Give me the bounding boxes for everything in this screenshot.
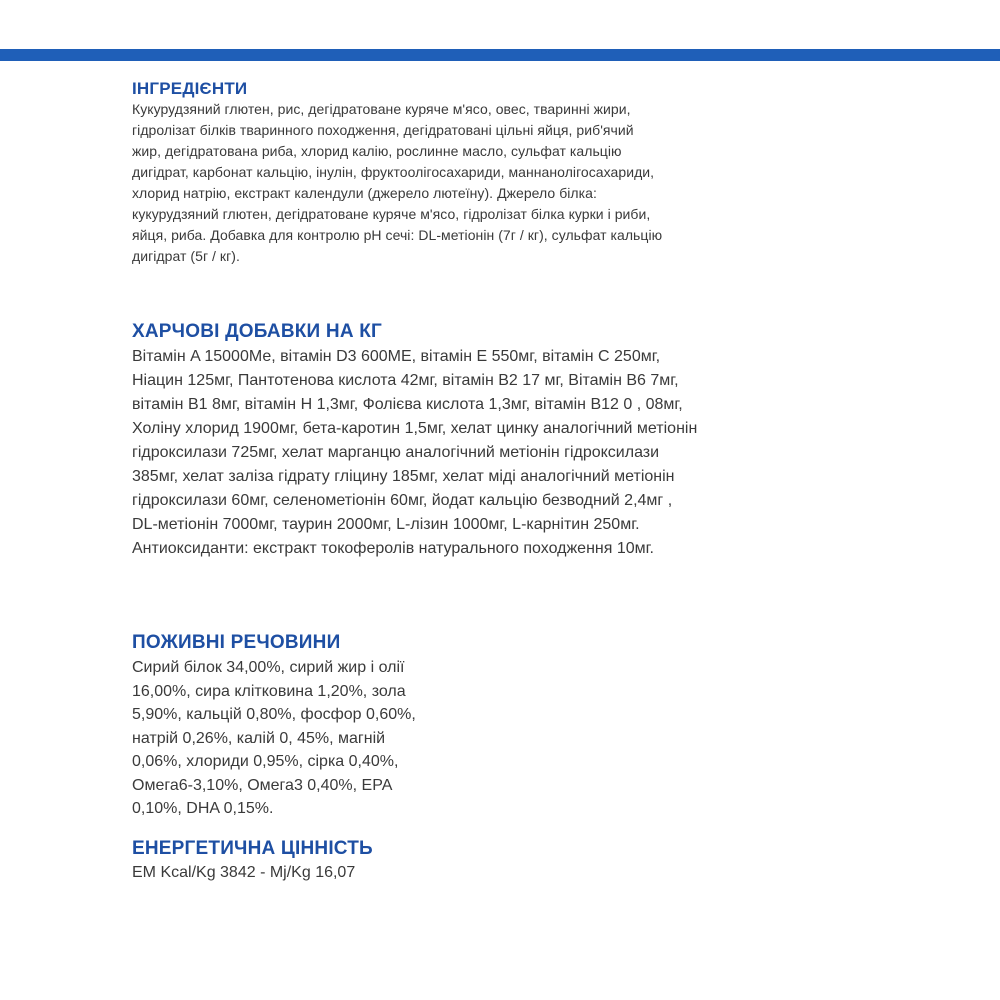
top-accent-bar: [0, 49, 1000, 61]
energy-section: [132, 837, 532, 885]
energy-heading: ЕНЕРГЕТИЧНА ЦІННІСТЬ: [132, 838, 373, 859]
ingredients-heading: ІНГРЕДІЄНТИ: [132, 79, 248, 98]
additives-text: Вітамін A 15000Ме, вітамін D3 600МЕ, вітамін E 550мг, вітамін C 250мг, Ніацин 125мг, Пантотенова кислота 42мг, вітамін B2 17 мг, Вітамін B6 7мг, вітамін B1 8мг, вітамін H 1,3мг, Фолієва кислота 1,3мг, вітамін B12 0 , 08мг, Холіну хлорид 1900мг, бета-каротин 1,5мг, хелат цинку аналогічний метіонін гідроксилази 725мг, хелат марганцю аналогічний метіонін гідроксилази 385мг, хелат заліза гідрату гліцину 185мг, хелат міді аналогічний метіонін гідроксилази 60мг, селенометіонін 60мг, йодат кальцію безводний 2,4мг , DL-метіонін 7000мг, таурин 2000мг, L-лізин 1000мг, L-карнітин 250мг. Антиоксиданти: екстракт токоферолів натурального походження 10мг.: [132, 348, 698, 557]
additives-section: [132, 320, 832, 561]
nutrients-heading: ПОЖИВНІ РЕЧОВИНИ: [132, 632, 341, 653]
energy-text: EM Kcal/Kg 3842 - Mj/Kg 16,07: [132, 864, 356, 881]
additives-heading: ХАРЧОВІ ДОБАВКИ НА КГ: [132, 321, 382, 342]
ingredients-text: Кукурудзяний глютен, рис, дегідратоване куряче м'ясо, овес, тваринні жири, гідролізат білків тваринного походження, дегідратовані цільні яйця, риб'ячий жир, дегідратована риба, хлорид калію, рослинне масло, сульфат кальцію дигідрат, карбонат кальцію, інулін, фруктоолігосахариди, маннанолігосахариди, хлорид натрію, екстракт календули (джерело лютеїну). Джерело білка: кукурудзяний глютен, дегідратоване куряче м'ясо, гідролізат білка курки і риби, яйця, риба. Добавка для контролю pH сечі: DL-метіонін (7г / кг), сульфат кальцію дигідрат (5г / кг).: [132, 101, 663, 264]
nutrients-section: [132, 631, 492, 821]
nutrients-text: Сирий білок 34,00%, сирий жир і олії 16,00%, сира клітковина 1,20%, зола 5,90%, кальцій 0,80%, фосфор 0,60%, натрій 0,26%, калій 0, 45%, магній 0,06%, хлориди 0,95%, сірка 0,40%, Омега6-3,10%, Омега3 0,40%, EPA 0,10%, DHA 0,15%.: [132, 659, 416, 817]
ingredients-section: [132, 79, 772, 267]
